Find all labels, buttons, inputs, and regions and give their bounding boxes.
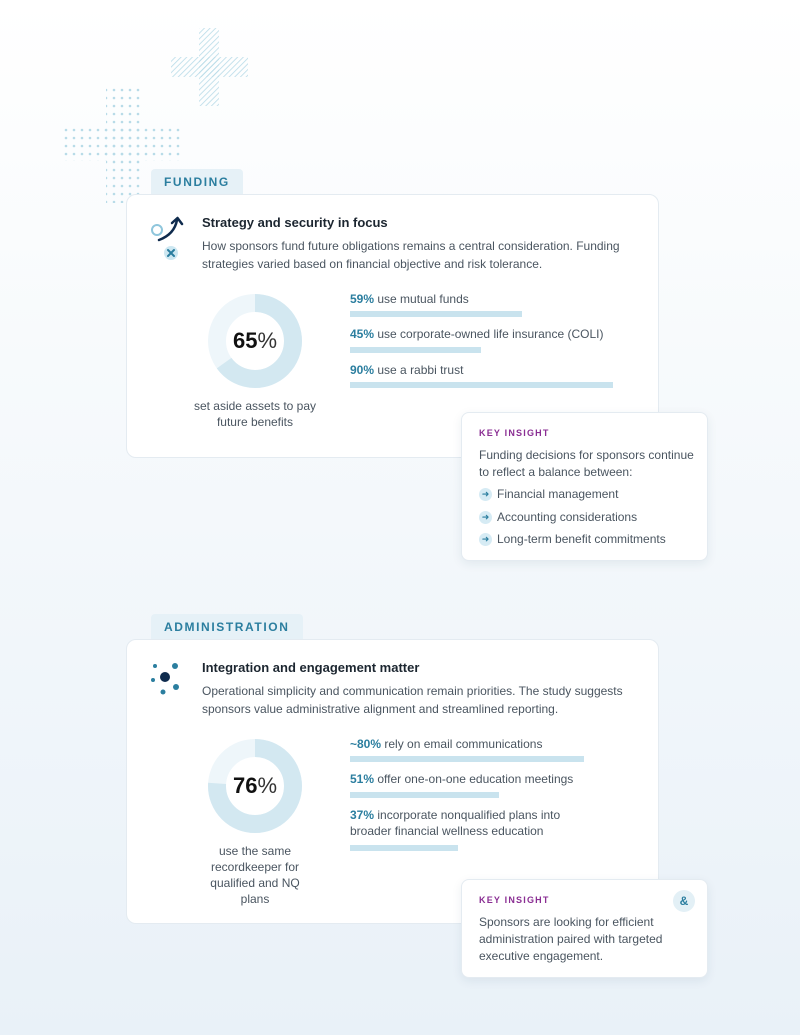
insight-label: KEY INSIGHT [479,428,550,438]
funding-key-insight [461,412,708,561]
insight-item: ➜ Long-term benefit commitments [479,532,666,546]
insight-item: ➜ Financial management [479,487,618,501]
funding-title: Strategy and security in focus [202,215,388,230]
administration-donut [207,738,303,834]
administration-stat-2: 51% offer one-on-one education meetings [350,772,574,786]
arrow-right-icon: ➜ [479,488,492,501]
insight-item: ➜ Accounting considerations [479,510,637,524]
decorative-cross-pattern [0,0,800,220]
administration-stat-1: ~80% rely on email communications [350,737,543,751]
section-tag-funding: FUNDING [151,169,243,195]
funding-donut-caption: set aside assets to pay future benefits [193,399,317,429]
insight-label: KEY INSIGHT [479,895,550,905]
insight-text: Funding decisions for sponsors continue to reflect a balance between: [479,448,694,479]
strategy-arrow-icon [149,215,185,261]
administration-title: Integration and engagement matter [202,660,420,675]
administration-donut-value: 76 % [232,773,278,798]
funding-donut-value: 65 % [232,328,278,353]
administration-donut-caption: use the same recordkeeper for qualified and NQ plans [210,844,300,906]
funding-stat-bar-2 [350,347,481,353]
funding-stat-3: 90% use a rabbi trust [350,363,464,377]
arrow-right-icon: ➜ [479,511,492,524]
arrow-right-icon: ➜ [479,533,492,546]
administration-key-insight [461,879,708,978]
administration-stat-bar-3 [350,845,458,851]
funding-donut [207,293,303,389]
administration-stat-bar-2 [350,792,499,798]
funding-stat-bar-1 [350,311,522,317]
funding-stat-bar-3 [350,382,613,388]
administration-stat-3: 37% incorporate nonqualified plans into broader financial wellness education [350,808,561,838]
funding-stat-2: 45% use corporate-owned life insurance (COLI) [350,327,604,341]
section-tag-administration: ADMINISTRATION [151,614,303,640]
administration-description: Operational simplicity and communication remain priorities. The study suggests sponsors value administrative alignment and streamlined reporting. [202,684,623,716]
ampersand-icon: & [673,890,695,912]
funding-description: How sponsors fund future obligations remains a central consideration. Funding strategies varied based on financial objective and risk tolerance. [202,239,620,271]
administration-stat-bar-1 [350,756,584,762]
funding-stat-1: 59% use mutual funds [350,292,469,306]
insight-text: Sponsors are looking for efficient administration paired with targeted executive engagement. [479,915,663,963]
network-dots-icon [149,660,183,696]
